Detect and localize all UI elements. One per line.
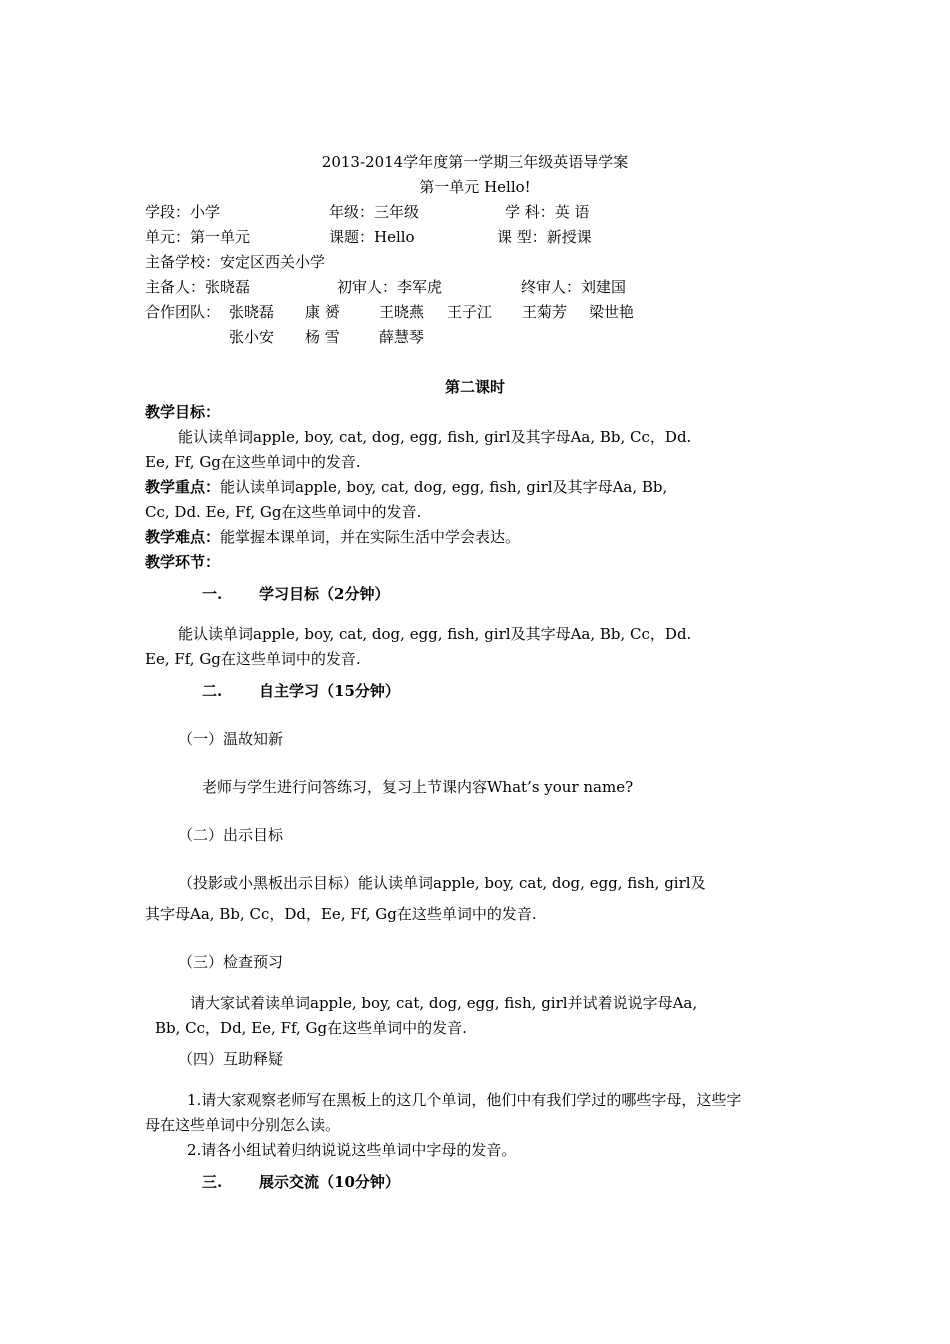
subsection-1-heading: （一）温故知新 (178, 730, 284, 748)
key-line-1: 能认读单词apple, boy, cat, dog, egg, fish, girl及其字母Aa, Bb, (220, 478, 668, 496)
section-1-line-2: Ee, Ff, Gg在这些单词中的发音. (145, 650, 361, 668)
team-member: 梁世艳 (589, 303, 635, 321)
subsection-3-line-1: 请大家试着读单词apple, boy, cat, dog, egg, fish, girl并试着说说字母Aa, (190, 994, 698, 1012)
goals-line-2: Ee, Ff, Gg在这些单词中的发音. (145, 453, 361, 471)
subsection-3-heading: （三）检查预习 (178, 953, 284, 971)
goals-line-1: 能认读单词apple, boy, cat, dog, egg, fish, girl及其字母Aa, Bb, Cc，Dd. (178, 428, 692, 446)
team-member: 薛慧琴 (379, 328, 425, 346)
goals-label: 教学目标： (145, 403, 221, 421)
difficulty-text: 能掌握本课单词，并在实际生活中学会表达。 (220, 528, 521, 546)
info-lesson-type: 课 型：新授课 (497, 228, 592, 246)
info-topic: 课题：Hello (329, 228, 415, 246)
subsection-1-text: 老师与学生进行问答练习，复习上节课内容What’s your name? (202, 778, 634, 796)
team-member: 康 赟 (305, 303, 340, 321)
team-member: 王晓燕 (379, 303, 425, 321)
key-label: 教学重点： (145, 478, 221, 496)
subsection-4-item-2: 2.请各小组试着归纳说说这些单词中字母的发音。 (187, 1141, 517, 1159)
subsection-4-item-1-line-2: 母在这些单词中分别怎么读。 (145, 1116, 341, 1134)
team-member: 张小安 (229, 328, 275, 346)
info-school: 主备学校：安定区西关小学 (145, 253, 326, 271)
subsection-2-line-2: 其字母Aa, Bb, Cc，Dd，Ee, Ff, Gg在这些单词中的发音. (145, 905, 537, 923)
section-1-title: 学习目标（2分钟） (259, 585, 390, 603)
section-3-title: 展示交流（10分钟） (259, 1173, 400, 1191)
difficulty (145, 527, 520, 547)
subsection-4-item-1-line-1: 1.请大家观察老师写在黑板上的这几个单词，他们中有我们学过的哪些字母，这些字 (187, 1091, 742, 1109)
steps-label: 教学环节： (145, 553, 221, 571)
difficulty-label: 教学难点： (145, 528, 221, 546)
lesson-period: 第二课时 (444, 378, 505, 396)
team-member: 张晓磊 (229, 303, 275, 321)
info-subject: 学 科：英 语 (505, 203, 590, 221)
section-2-number: 二. (202, 682, 223, 700)
subsection-3-line-2: Bb, Cc，Dd, Ee, Ff, Gg在这些单词中的发音. (155, 1019, 467, 1037)
section-3-number: 三. (202, 1173, 223, 1191)
info-grade: 年级：三年级 (329, 203, 420, 221)
subsection-2-line-1: （投影或小黑板出示目标）能认读单词apple, boy, cat, dog, egg, fish, girl及 (178, 874, 706, 892)
key-points (145, 477, 667, 497)
section-1-line-1: 能认读单词apple, boy, cat, dog, egg, fish, girl及其字母Aa, Bb, Cc，Dd. (178, 625, 692, 643)
info-preparer: 主备人：张晓磊 (145, 278, 251, 296)
subsection-2-heading: （二）出示目标 (178, 826, 284, 844)
team-member: 王菊芳 (522, 303, 568, 321)
document-title: 2013-2014学年度第一学期三年级英语导学案 (321, 153, 629, 171)
section-1-number: 一. (202, 585, 223, 603)
team-label: 合作团队： (145, 303, 221, 321)
info-final-reviewer: 终审人：刘建国 (521, 278, 627, 296)
team-member: 杨 雪 (305, 328, 340, 346)
key-line-2: Cc, Dd. Ee, Ff, Gg在这些单词中的发音. (145, 503, 422, 521)
team-member: 王子江 (447, 303, 493, 321)
subsection-4-heading: （四）互助释疑 (178, 1050, 284, 1068)
info-first-reviewer: 初审人：李军虎 (337, 278, 443, 296)
info-stage: 学段：小学 (145, 203, 221, 221)
section-2-title: 自主学习（15分钟） (259, 682, 400, 700)
info-unit: 单元：第一单元 (145, 228, 251, 246)
unit-heading: 第一单元 Hello! (419, 178, 531, 196)
